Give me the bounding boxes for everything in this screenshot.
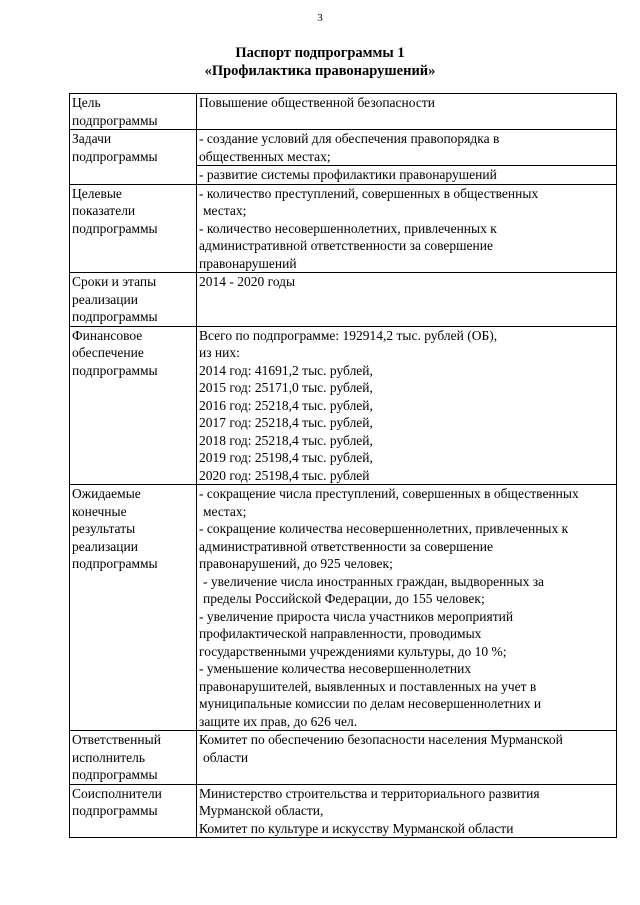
content-line: административной ответственности за совершение: [199, 238, 493, 253]
content-line: 2014 - 2020 годы: [199, 274, 296, 289]
label-line: подпрограммы: [72, 556, 158, 571]
content-line: - развитие системы профилактики правонарушений: [199, 167, 497, 182]
label-line: исполнитель: [72, 749, 145, 765]
content-line: правонарушителей, выявленных и поставленных на учет в: [199, 678, 537, 694]
content-line: - увеличение прироста числа участников мероприятий: [199, 608, 514, 624]
label-line: подпрограммы: [72, 803, 158, 818]
content-line: 2016 год: 25218,4 тыс. рублей,: [199, 397, 373, 413]
row-coexecutors: [70, 784, 617, 838]
title-line-2: «Профилактика правонарушений»: [204, 63, 436, 79]
content-line: - количество несовершеннолетних, привлеченных к: [199, 220, 497, 236]
content-line: правонарушений, до 925 человек;: [199, 556, 393, 571]
label-line: Ожидаемые: [72, 486, 141, 501]
content-line: профилактической направленности, проводимых: [199, 626, 482, 641]
label-line: Финансовое: [72, 327, 143, 343]
label-line: Соисполнители: [72, 785, 162, 801]
content-finance: [197, 326, 617, 485]
label-executor: [70, 731, 197, 785]
row-terms: [70, 273, 617, 327]
content-line: общественных местах;: [199, 148, 331, 164]
content-line: Комитет по обеспечению безопасности населения Мурманской: [199, 732, 563, 747]
content-line: правонарушений: [199, 255, 297, 271]
content-line: административной ответственности за совершение: [199, 538, 493, 554]
content-indicators: [197, 184, 617, 273]
content-line: государственными учреждениями культуры, до 10 %;: [199, 643, 507, 659]
label-coexecutors: [70, 784, 197, 838]
label-line: Цель: [72, 95, 101, 110]
label-terms: [70, 273, 197, 327]
label-line: реализации: [72, 291, 138, 307]
label-finance: [70, 326, 197, 485]
label-line: подпрограммы: [72, 112, 158, 128]
content-coexecutors: [197, 784, 617, 838]
row-results: [70, 485, 617, 731]
label-line: подпрограммы: [72, 148, 158, 164]
content-goal: [197, 94, 617, 130]
content-line: защите их прав, до 626 чел.: [199, 713, 358, 729]
tasks-subcell: [196, 165, 616, 184]
label-line: конечные: [72, 503, 127, 519]
label-line: показатели: [72, 203, 136, 218]
content-line: муниципальные комиссии по делам несовершеннолетних и: [199, 696, 542, 711]
content-tasks: [197, 130, 617, 185]
content-line: Мурманской области,: [199, 803, 324, 818]
content-line: из них:: [199, 345, 240, 360]
content-line: Всего по подпрограмме: 192914,2 тыс. рублей (ОБ),: [199, 327, 498, 343]
label-goal: [70, 94, 197, 130]
label-line: Ответственный: [72, 732, 161, 747]
label-line: реализации: [72, 538, 138, 554]
document-title: [0, 44, 640, 80]
label-line: Сроки и этапы: [72, 274, 157, 289]
content-line: - создание условий для обеспечения правопорядка в: [199, 131, 500, 146]
content-line: 2020 год: 25198,4 тыс. рублей: [199, 467, 370, 483]
row-executor: [70, 731, 617, 785]
label-line: обеспечение: [72, 345, 144, 360]
label-indicators: [70, 184, 197, 273]
content-line: Повышение общественной безопасности: [199, 95, 435, 110]
label-results: [70, 485, 197, 731]
label-line: результаты: [72, 521, 136, 536]
content-line: - сокращение числа преступлений, совершенных в общественных: [199, 486, 579, 501]
row-indicators: [70, 184, 617, 273]
content-line: местах;: [203, 503, 247, 519]
label-line: Задачи: [72, 131, 112, 146]
label-line: подпрограммы: [72, 767, 158, 782]
content-line: - увеличение числа иностранных граждан, выдворенных за: [203, 573, 545, 589]
content-line: - уменьшение количества несовершеннолетних: [199, 661, 472, 676]
label-line: Целевые: [72, 185, 122, 201]
content-line: 2019 год: 25198,4 тыс. рублей,: [199, 450, 373, 465]
content-line: Министерство строительства и территориального развития: [199, 785, 540, 801]
label-line: подпрограммы: [72, 309, 158, 324]
row-goal: [70, 94, 617, 130]
content-line: пределы Российской Федерации, до 155 человек;: [203, 591, 485, 606]
content-line: - количество преступлений, совершенных в общественных: [199, 185, 539, 201]
content-line: 2018 год: 25218,4 тыс. рублей,: [199, 432, 373, 448]
passport-table: [69, 93, 617, 838]
label-line: подпрограммы: [72, 362, 158, 378]
label-tasks: [70, 130, 197, 185]
row-finance: [70, 326, 617, 485]
row-tasks: [70, 130, 617, 185]
content-line: области: [203, 749, 249, 765]
content-line: 2014 год: 41691,2 тыс. рублей,: [199, 362, 373, 378]
content-line: - сокращение количества несовершеннолетних, привлеченных к: [199, 521, 569, 536]
page-number: 3: [317, 12, 323, 24]
label-line: подпрограммы: [72, 220, 158, 236]
content-executor: [197, 731, 617, 785]
content-line: 2015 год: 25171,0 тыс. рублей,: [199, 380, 373, 395]
content-line: 2017 год: 25218,4 тыс. рублей,: [199, 415, 373, 430]
content-terms: [197, 273, 617, 327]
content-results: [197, 485, 617, 731]
content-line: Комитет по культуре и искусству Мурманской области: [199, 820, 514, 836]
title-line-1: Паспорт подпрограммы 1: [235, 45, 405, 61]
content-line: местах;: [203, 203, 247, 218]
